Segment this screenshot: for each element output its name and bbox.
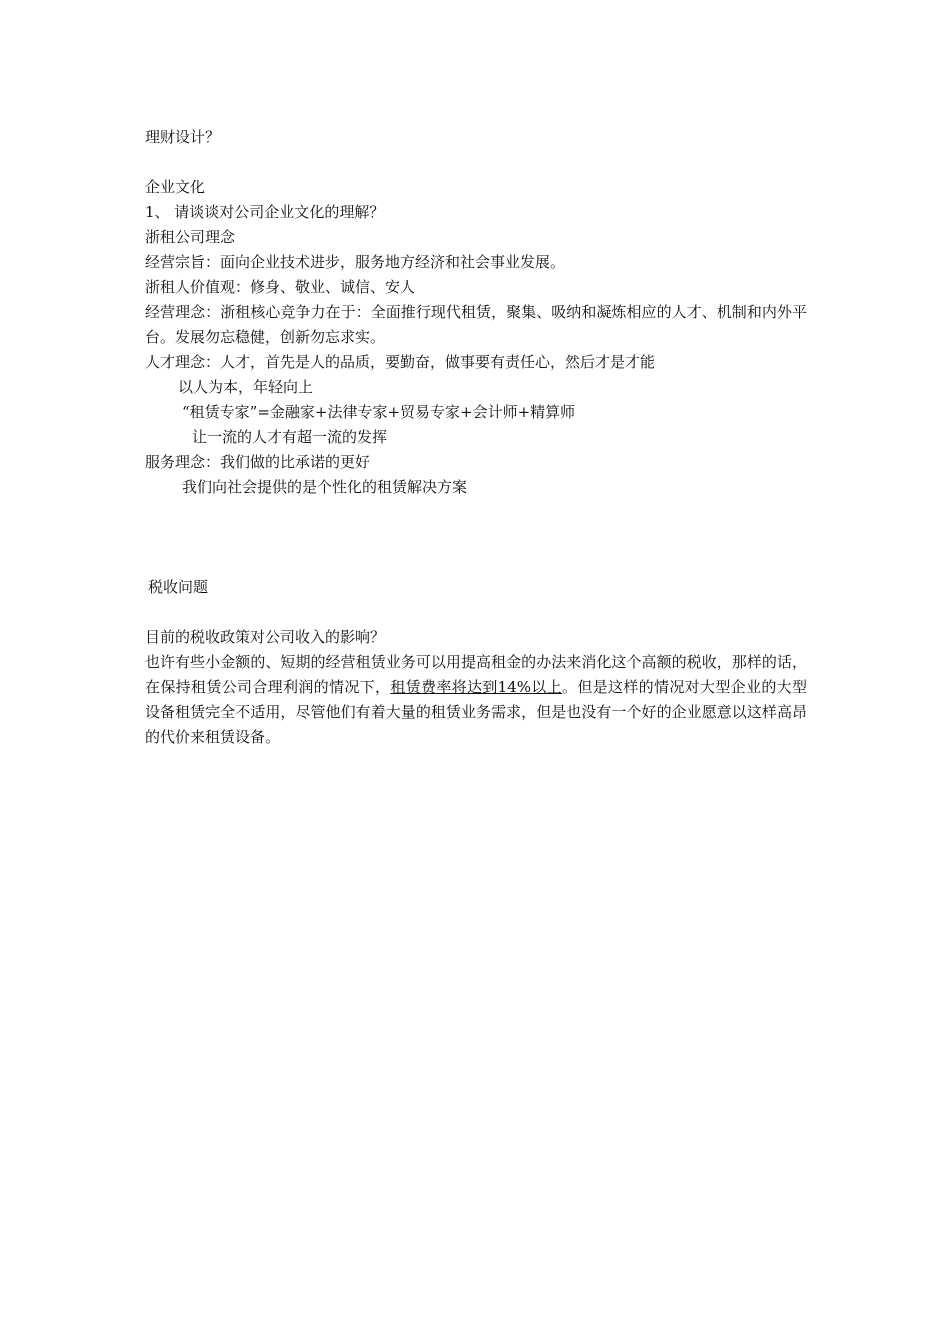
- tax-answer: [145, 650, 807, 750]
- talent-line-4: 让一流的人才有超一流的发挥: [192, 428, 388, 446]
- core-values: 浙租人价值观：修身、敬业、诚信、安人: [145, 278, 416, 296]
- talent-philosophy: 人才理念：人才，首先是人的品质，要勤奋，做事要有责任心，然后才是才能: [145, 353, 656, 371]
- tax-answer-part-1: 也许有些小金额的、短期的经营租赁业务可以用提高租金的办法来消化这个高额的税收，那样的话，在保持租赁公司合理利润的情况下，: [145, 653, 807, 696]
- tax-answer-underlined: 租赁费率将达到14%以上: [390, 678, 562, 696]
- company-philosophy-subheading: 浙租公司理念: [145, 228, 236, 246]
- service-philosophy: 服务理念：我们做的比承诺的更好: [145, 453, 371, 471]
- tax-answer-part-2: 。但是这样的情况对大型企业的大型设备租赁完全不适用，尽管他们有着大量的租赁业务需求，但是也没有一个好的企业愿意以这样高昂的代价来租赁设备。: [145, 678, 807, 746]
- corporate-culture-heading: 企业文化: [145, 178, 206, 196]
- talent-line-2: 以人为本，年轻向上: [178, 378, 314, 396]
- business-philosophy: 经营理念：浙租核心竞争力在于：全面推行现代租赁，聚集、吸纳和凝炼相应的人才、机制和内外平台。发展勿忘稳健，创新勿忘求实。: [145, 303, 807, 346]
- culture-question: 1、 请谈谈对公司企业文化的理解？: [145, 203, 385, 221]
- business-purpose: 经营宗旨：面向企业技术进步，服务地方经济和社会事业发展。: [145, 253, 566, 271]
- talent-line-3: “租赁专家”=金融家+法律专家+贸易专家+会计师+精算师: [182, 403, 576, 421]
- tax-question: 目前的税收政策对公司收入的影响？: [145, 628, 386, 646]
- finance-design-title: 理财设计？: [145, 128, 221, 146]
- service-line-2: 我们向社会提供的是个性化的租赁解决方案: [182, 478, 468, 496]
- tax-issues-heading: 税收问题: [148, 578, 209, 596]
